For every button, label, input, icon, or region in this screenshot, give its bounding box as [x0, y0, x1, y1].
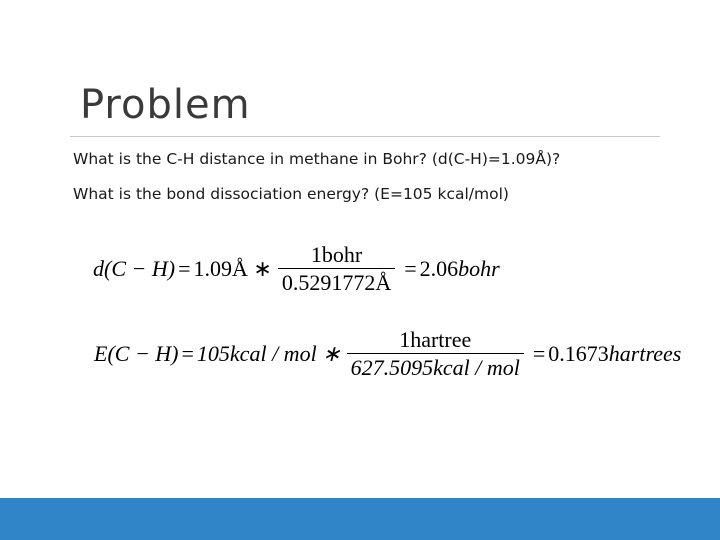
distance-factor: 1.09Å ∗ [193, 255, 272, 281]
slide-title: Problem [80, 82, 251, 128]
energy-equation [94, 328, 681, 379]
question-energy: What is the bond dissociation energy? (E=105 kcal/mol) [73, 185, 509, 203]
distance-equals-1: = [178, 255, 191, 281]
energy-result-value: 0.1673 [548, 340, 609, 366]
distance-result-value: 2.06 [419, 255, 459, 281]
distance-result-unit: bohr [458, 255, 500, 281]
distance-denominator: 0.5291772Å [278, 268, 395, 294]
distance-fraction [278, 243, 395, 294]
energy-equals-2: = [532, 340, 546, 366]
distance-equals-2: = [404, 255, 417, 281]
footer-band [0, 498, 720, 540]
distance-equation [93, 243, 500, 294]
distance-lhs: d(C − H) [93, 255, 176, 281]
energy-result-unit: hartrees [608, 340, 682, 366]
distance-numerator: 1bohr [310, 242, 363, 267]
energy-numerator: 1hartree [399, 327, 472, 352]
energy-equals-1: = [181, 340, 194, 366]
energy-denominator: 627.5095kcal / mol [347, 353, 524, 379]
energy-lhs: E(C − H) [94, 340, 179, 366]
title-divider [70, 136, 660, 137]
question-distance: What is the C-H distance in methane in Bohr? (d(C-H)=1.09Å)? [73, 150, 561, 168]
energy-factor: 105kcal / mol ∗ [196, 340, 341, 366]
energy-fraction [347, 328, 524, 379]
